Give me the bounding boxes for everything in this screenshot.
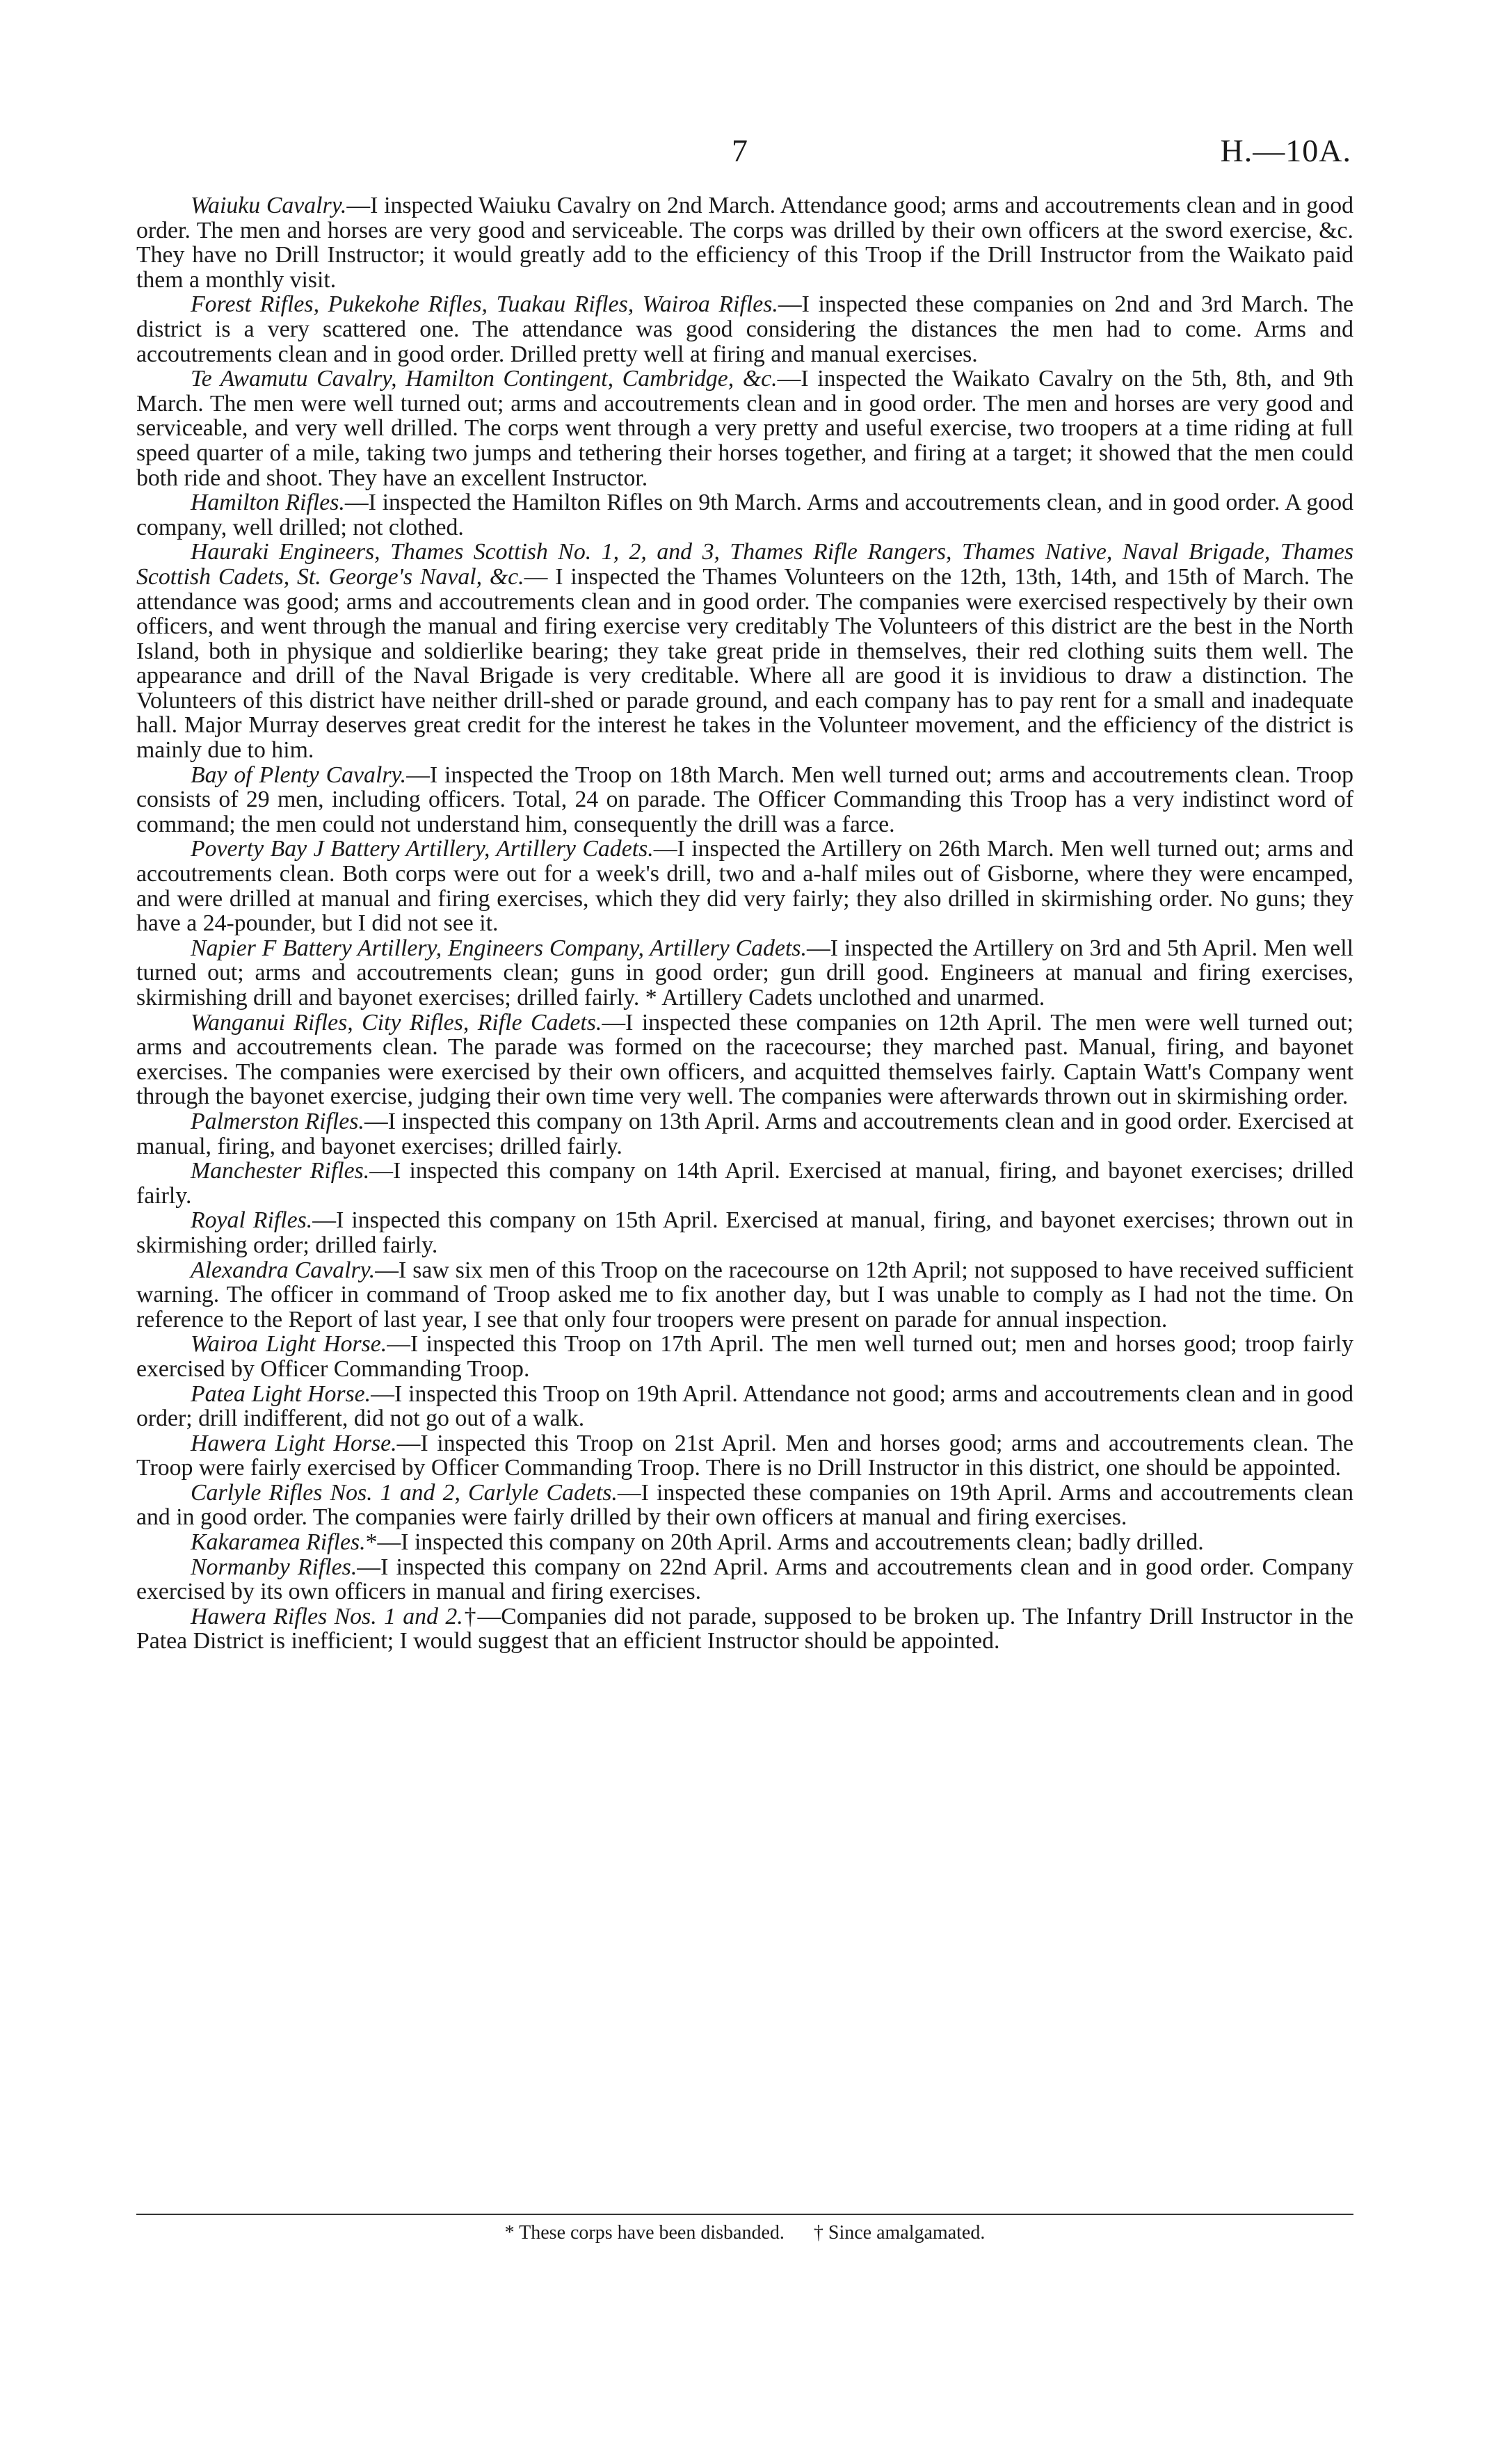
paragraph-text: —I inspected this company on 13th April. Arms and accoutrements clean and in good order. Exercised at manual, firing, and bayonet exercises; drilled fairly. bbox=[136, 1108, 1353, 1159]
report-paragraph bbox=[136, 540, 1353, 762]
paragraph-text: —I inspected this Troop on 19th April. Attendance not good; arms and accoutrements clean and in good order; drill indifferent, did not go out of a walk. bbox=[136, 1380, 1353, 1432]
paragraph-heading: Hauraki Engineers, Thames Scottish No. 1, 2, and 3, Thames Rifle Rangers, Thames Native, Naval Brigade, Thames Scottish Cadets, St. George's Naval, &c. bbox=[136, 539, 1353, 590]
paragraph-heading: Napier F Battery Artillery, Engineers Company, Artillery Cadets. bbox=[191, 935, 807, 961]
paragraph-text: —I inspected this company on 14th April. Exercised at manual, firing, and bayonet exercises; drilled fairly. bbox=[136, 1158, 1353, 1209]
paragraph-heading: Bay of Plenty Cavalry. bbox=[191, 762, 407, 788]
paragraph-heading: Palmerston Rifles. bbox=[191, 1108, 364, 1134]
paragraph-text: —I inspected this Troop on 17th April. The men well turned out; men and horses good; troop fairly exercised by Officer Commanding Troop. bbox=[136, 1331, 1354, 1382]
paragraph-heading: Alexandra Cavalry. bbox=[191, 1257, 376, 1283]
paragraph-text: —I inspected these companies on 12th April. The men were well turned out; arms and accoutrements clean. The parade was formed on the racecourse; they marched past. Manual, firing, and bayonet exercises. The companies were exercised by their own officers, and acquitted themselves fairly. Captain Watt's Company went through the bayonet exercise, judging their own time very well. The companies were afterwards thrown out in skirmishing order. bbox=[136, 1009, 1353, 1110]
paragraph-heading: Wairoa Light Horse. bbox=[191, 1331, 387, 1358]
report-paragraph bbox=[136, 1604, 1353, 1654]
report-paragraph bbox=[136, 763, 1353, 837]
paragraph-text: —I inspected the Waikato Cavalry on the 5th, 8th, and 9th March. The men were well turned out; arms and accoutrements clean and in good order. The men and horses are very good and serviceable, and very well drilled. The corps went through a very pretty and useful exercise, two troopers at a time riding at full speed quarter of a mile, taking two jumps and tethering their horses together, and firing at a target; it showed that the men could both ride and shoot. They have an excellent Instructor. bbox=[136, 366, 1353, 491]
report-paragraph bbox=[136, 1555, 1353, 1604]
document-code: H.—10A. bbox=[1220, 133, 1351, 168]
paragraph-text: —I inspected this company on 15th April. Exercised at manual, firing, and bayonet exercises; thrown out in skirmishing order; drilled fairly. bbox=[136, 1207, 1353, 1258]
report-paragraph bbox=[136, 193, 1353, 292]
paragraph-heading: Wanganui Rifles, City Rifles, Rifle Cadets. bbox=[191, 1009, 602, 1036]
paragraph-text: —I inspected the Artillery on 3rd and 5th April. Men well turned out; arms and accoutrements clean; guns in good order; gun drill good. Engineers at manual and firing exercises, skirmishing drill and bayonet exercises; drilled fairly. * Artillery Cadets unclothed and unarmed. bbox=[136, 935, 1353, 1010]
paragraph-heading: Waiuku Cavalry. bbox=[191, 193, 347, 218]
report-paragraph bbox=[136, 292, 1353, 367]
report-paragraph bbox=[136, 367, 1353, 490]
paragraph-heading: Hawera Rifles Nos. 1 and 2. bbox=[191, 1603, 463, 1629]
paragraph-heading: Hamilton Rifles. bbox=[191, 490, 345, 516]
paragraph-text: †—Companies did not parade, supposed to be broken up. The Infantry Drill Instructor in the Patea District is inefficient; I would suggest that an efficient Instructor should be appointed. bbox=[136, 1603, 1353, 1654]
report-paragraph bbox=[136, 1109, 1353, 1159]
paragraph-heading: Kakaramea Rifles. bbox=[191, 1529, 366, 1556]
report-paragraph bbox=[136, 1208, 1353, 1257]
page-number: 7 bbox=[732, 133, 748, 168]
paragraph-text: —I inspected the Artillery on 26th March. Men well turned out; arms and accoutrements clean. Both corps were out for a week's drill, two and a-half miles out of Gisborne, where they were encamped, and were drilled at manual and firing exercises, which they did very fairly; they also drilled in skirmishing order. No guns; they have a 24-pounder, but I did not see it. bbox=[136, 836, 1353, 937]
report-paragraph bbox=[136, 1258, 1353, 1332]
paragraph-text: —I inspected this Troop on 21st April. Men and horses good; arms and accoutrements clean. The Troop were fairly exercised by Officer Commanding Troop. There is no Drill Instructor in this district, one should be appointed. bbox=[136, 1430, 1353, 1481]
paragraph-heading: Hawera Light Horse. bbox=[191, 1430, 397, 1456]
paragraph-text: *—I inspected this company on 20th April. Arms and accoutrements clean; badly drilled. bbox=[365, 1529, 1204, 1556]
paragraph-heading: Manchester Rifles. bbox=[191, 1158, 370, 1184]
paragraph-heading: Forest Rifles, Pukekohe Rifles, Tuakau Rifles, Wairoa Rifles. bbox=[191, 291, 778, 318]
report-paragraph bbox=[136, 1382, 1353, 1431]
paragraph-heading: Royal Rifles. bbox=[191, 1207, 313, 1234]
paragraph-text: —I saw six men of this Troop on the racecourse on 12th April; not supposed to have received sufficient warning. The officer in command of Troop asked me to fix another day, but I was unable to comply as I had not the time. On reference to the Report of last year, I see that only four troopers were present on parade for annual inspection. bbox=[136, 1257, 1354, 1332]
paragraph-heading: Te Awamutu Cavalry, Hamilton Contingent, Cambridge, &c. bbox=[191, 366, 778, 392]
page-header bbox=[0, 132, 1487, 181]
report-paragraph bbox=[136, 837, 1353, 935]
report-paragraph bbox=[136, 936, 1353, 1010]
report-paragraph bbox=[136, 1010, 1353, 1109]
paragraph-text: —I inspected Waiuku Cavalry on 2nd March. Attendance good; arms and accoutrements clean and in good order. The men and horses are very good and serviceable. The corps was drilled by their own officers at the sword exercise, &c. They have no Drill Instructor; it would greatly add to the efficiency of this Troop if the Drill Instructor from the Waikato paid them a monthly visit. bbox=[136, 193, 1353, 293]
paragraph-heading: Patea Light Horse. bbox=[191, 1380, 371, 1407]
paragraph-text: —I inspected the Troop on 18th March. Men well turned out; arms and accoutrements clean. Troop consists of 29 men, including officers. Total, 24 on parade. The Officer Commanding this Troop has a very indistinct word of command; the men could not understand him, consequently the drill was a farce. bbox=[136, 762, 1353, 837]
paragraph-text: —I inspected this company on 22nd April. Arms and accoutrements clean and in good order. Company exercised by its own officers in manual and firing exercises. bbox=[136, 1554, 1353, 1605]
report-paragraph bbox=[136, 1431, 1353, 1481]
footnote: * These corps have been disbanded. † Since amalgamated. bbox=[504, 2222, 986, 2244]
report-paragraph bbox=[136, 1481, 1353, 1530]
paragraph-heading: Normanby Rifles. bbox=[191, 1554, 357, 1580]
paragraph-text: —I inspected these companies on 19th April. Arms and accoutrements clean and in good order. The companies were fairly drilled by their own officers at manual and firing exercises. bbox=[136, 1479, 1353, 1531]
paragraph-heading: Poverty Bay J Battery Artillery, Artillery Cadets. bbox=[191, 836, 654, 862]
report-paragraph bbox=[136, 490, 1353, 540]
paragraph-text: — I inspected the Thames Volunteers on the 12th, 13th, 14th, and 15th of March. The attendance was good; arms and accoutrements clean and in good order. The companies were exercised respectively by their own officers, and went through the manual and firing exercise very creditably The Volunteers of this district are the best in the North Island, both in physique and soldierlike bearing; they take great pride in themselves, their red clothing suits them well. The appearance and drill of the Naval Brigade is very creditable. Where all are good it is invidious to draw a distinction. The Volunteers of this district have neither drill-shed or parade ground, and each company has to pay rent for a small and inadequate hall. Major Murray deserves great credit for the interest he takes in the Volunteer movement, and the efficiency of the district is mainly due to him. bbox=[136, 563, 1354, 764]
paragraph-text: —I inspected these companies on 2nd and 3rd March. The district is a very scattered one. The attendance was good considering the distances the men had to come. Arms and accoutrements clean and in good order. Drilled pretty well at firing and manual exercises. bbox=[136, 291, 1354, 367]
paragraph-text: —I inspected the Hamilton Rifles on 9th March. Arms and accoutrements clean, and in good order. A good company, well drilled; not clothed. bbox=[136, 490, 1353, 540]
paragraph-heading: Carlyle Rifles Nos. 1 and 2, Carlyle Cadets. bbox=[191, 1479, 618, 1506]
report-paragraph bbox=[136, 1530, 1353, 1555]
report-paragraph bbox=[136, 1159, 1353, 1208]
report-paragraph bbox=[136, 1332, 1353, 1381]
footnote-divider bbox=[136, 2214, 1353, 2215]
report-body bbox=[136, 193, 1353, 1654]
